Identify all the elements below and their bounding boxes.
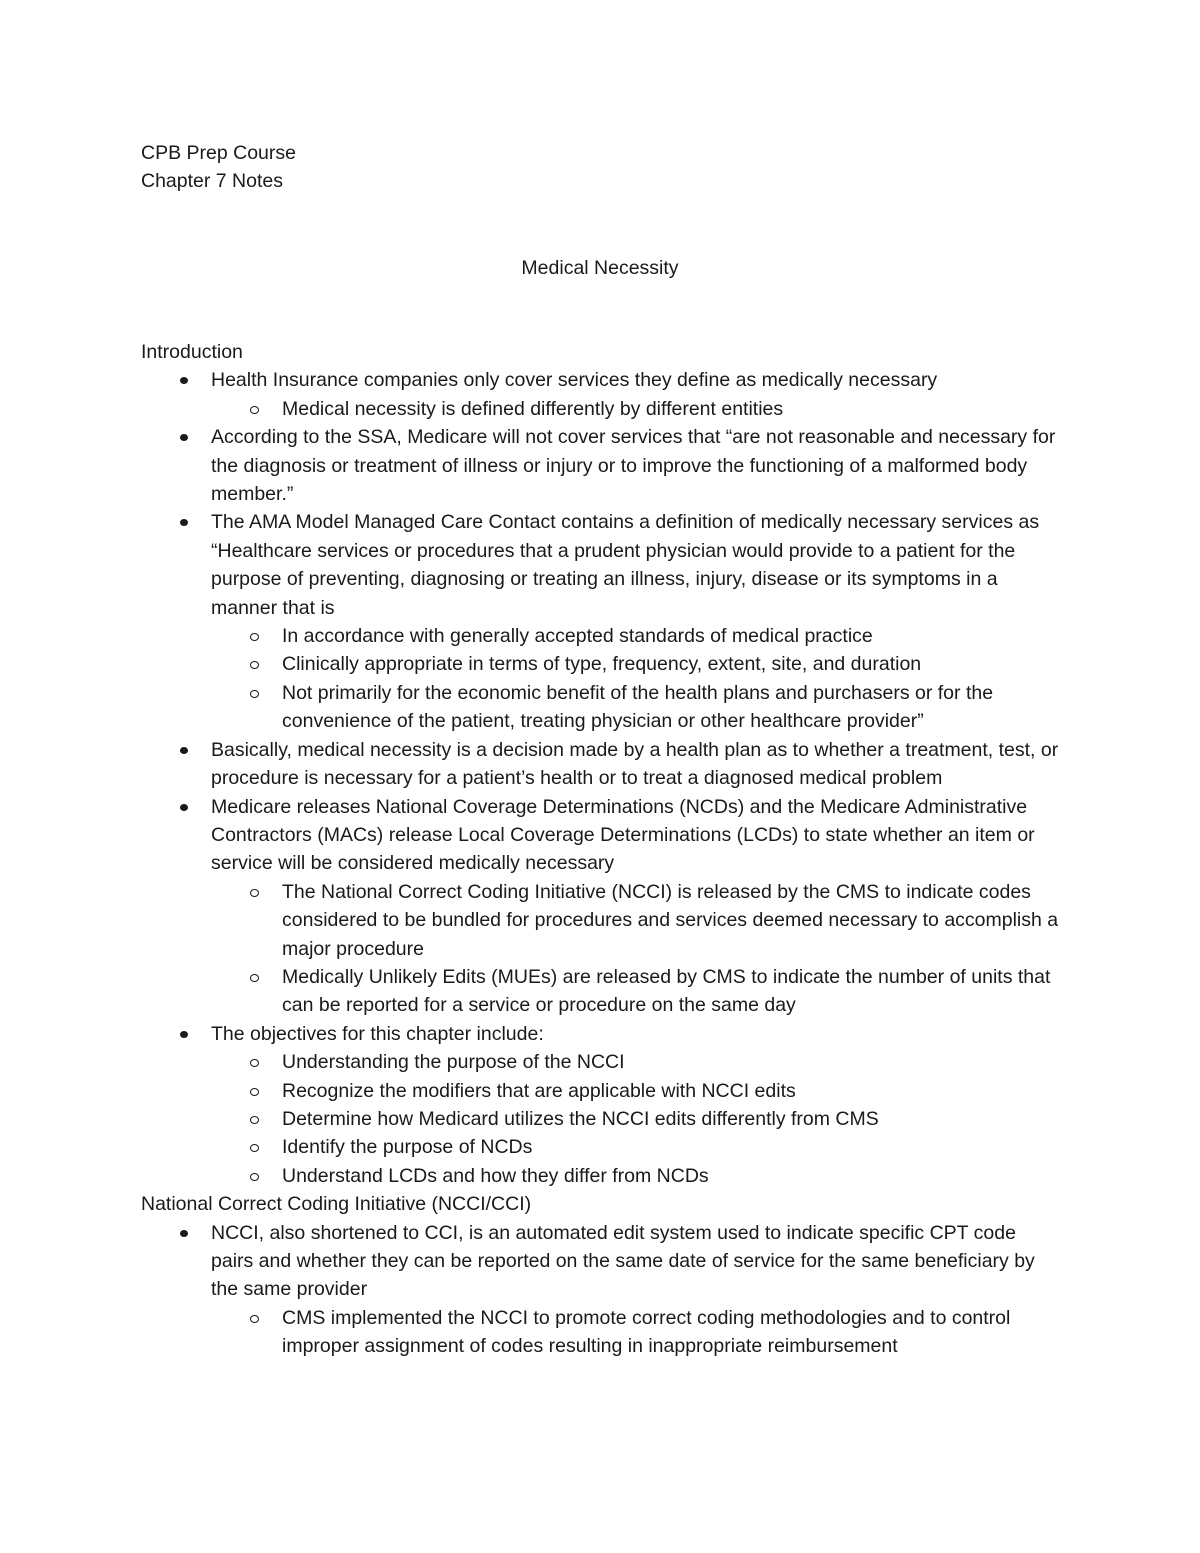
hollow-bullet-icon xyxy=(250,889,259,897)
list-item-text: Health Insurance companies only cover services they define as medically necessary xyxy=(211,369,938,392)
list-item-text: The AMA Model Managed Care Contact contains a definition of medically necessary services as “Healthcare services or procedures that a prudent physician would provide to a patient for the purpose of preventing, diagnosing or treating an illness, injury, disease or its symptoms in a manner that is xyxy=(211,511,1040,619)
hollow-bullet-icon xyxy=(250,1144,259,1152)
document-header xyxy=(141,139,296,196)
hollow-bullet-icon xyxy=(250,661,259,669)
page-title: Medical Necessity xyxy=(521,257,679,279)
filled-bullet-icon xyxy=(180,747,188,754)
sub-list-item xyxy=(141,679,1061,736)
filled-bullet-icon xyxy=(180,434,188,441)
sub-list-item xyxy=(141,395,1061,423)
sub-list-item xyxy=(141,650,1061,678)
hollow-bullet-icon xyxy=(250,690,259,698)
sub-list-item xyxy=(141,1077,1061,1105)
sub-list-item-text: Determine how Medicard utilizes the NCCI edits differently from CMS xyxy=(282,1107,879,1130)
sub-list-item xyxy=(141,1105,1061,1133)
section-heading: National Correct Coding Initiative (NCCI/CCI) xyxy=(141,1193,532,1216)
bullet-list xyxy=(141,366,1061,1190)
filled-bullet-icon xyxy=(180,377,188,384)
sub-list-item-text: Understanding the purpose of the NCCI xyxy=(282,1051,625,1074)
filled-bullet-icon xyxy=(180,804,188,811)
sub-list-item-text: Understand LCDs and how they differ from NCDs xyxy=(282,1164,709,1187)
sub-list-item-text: The National Correct Coding Initiative (NCCI) is released by the CMS to indicate codes considered to be bundled for procedures and services deemed necessary to accomplish a major procedure xyxy=(282,880,1059,960)
sub-list-item xyxy=(141,622,1061,650)
sub-list-item-text: Not primarily for the economic benefit of the health plans and purchasers or for the convenience of the patient, treating physician or other healthcare provider” xyxy=(282,681,994,733)
sub-list-item xyxy=(141,1048,1061,1076)
sub-list-item-text: Medical necessity is defined differently by different entities xyxy=(282,397,784,420)
section-heading: Introduction xyxy=(141,341,243,363)
sub-list-item-text: Medically Unlikely Edits (MUEs) are released by CMS to indicate the number of units that can be reported for a service or procedure on the same day xyxy=(282,965,1051,1017)
sub-list-item xyxy=(141,878,1061,963)
notes-body xyxy=(141,338,1061,1361)
course-name: CPB Prep Course xyxy=(141,142,296,164)
hollow-bullet-icon xyxy=(250,1315,259,1323)
sub-list-item-text: Recognize the modifiers that are applicable with NCCI edits xyxy=(282,1079,796,1102)
filled-bullet-icon xyxy=(180,519,188,526)
sub-list-item xyxy=(141,963,1061,1020)
list-item xyxy=(141,1020,1061,1048)
list-item xyxy=(141,1219,1061,1304)
list-item-text: The objectives for this chapter include: xyxy=(211,1022,544,1045)
list-item-text: According to the SSA, Medicare will not cover services that “are not reasonable and necessary for the diagnosis or treatment of illness or injury or to improve the functioning of a malformed body member.” xyxy=(211,426,1056,506)
list-item xyxy=(141,423,1061,508)
hollow-bullet-icon xyxy=(250,1059,259,1067)
hollow-bullet-icon xyxy=(250,974,259,982)
hollow-bullet-icon xyxy=(250,633,259,641)
sub-list-item xyxy=(141,1133,1061,1161)
sub-list-item-text: Clinically appropriate in terms of type, frequency, extent, site, and duration xyxy=(282,653,922,676)
bullet-list xyxy=(141,1219,1061,1361)
list-item xyxy=(141,793,1061,878)
list-item xyxy=(141,736,1061,793)
filled-bullet-icon xyxy=(180,1031,188,1038)
sub-list-item-text: Identify the purpose of NCDs xyxy=(282,1136,533,1159)
list-item-text: NCCI, also shortened to CCI, is an automated edit system used to indicate specific CPT code pairs and whether they can be reported on the same date of service for the same beneficiary by the same provider xyxy=(211,1221,1035,1301)
sub-list-item xyxy=(141,1304,1061,1361)
hollow-bullet-icon xyxy=(250,1173,259,1181)
hollow-bullet-icon xyxy=(250,1116,259,1124)
sub-list-item-text: In accordance with generally accepted standards of medical practice xyxy=(282,625,873,648)
list-item xyxy=(141,366,1061,394)
list-item xyxy=(141,508,1061,622)
list-item-text: Basically, medical necessity is a decision made by a health plan as to whether a treatment, test, or procedure is necessary for a patient’s health or to treat a diagnosed medical problem xyxy=(211,738,1059,790)
list-item-text: Medicare releases National Coverage Determinations (NCDs) and the Medicare Administrative Contractors (MACs) release Local Coverage Determinations (LCDs) to state whether an item or service will be considered medically necessary xyxy=(211,795,1035,875)
hollow-bullet-icon xyxy=(250,406,259,414)
chapter-label: Chapter 7 Notes xyxy=(141,170,283,193)
sub-list-item xyxy=(141,1162,1061,1190)
hollow-bullet-icon xyxy=(250,1088,259,1096)
filled-bullet-icon xyxy=(180,1230,188,1237)
sub-list-item-text: CMS implemented the NCCI to promote correct coding methodologies and to control improper assignment of codes resulting in inappropriate reimbursement xyxy=(282,1306,1011,1358)
